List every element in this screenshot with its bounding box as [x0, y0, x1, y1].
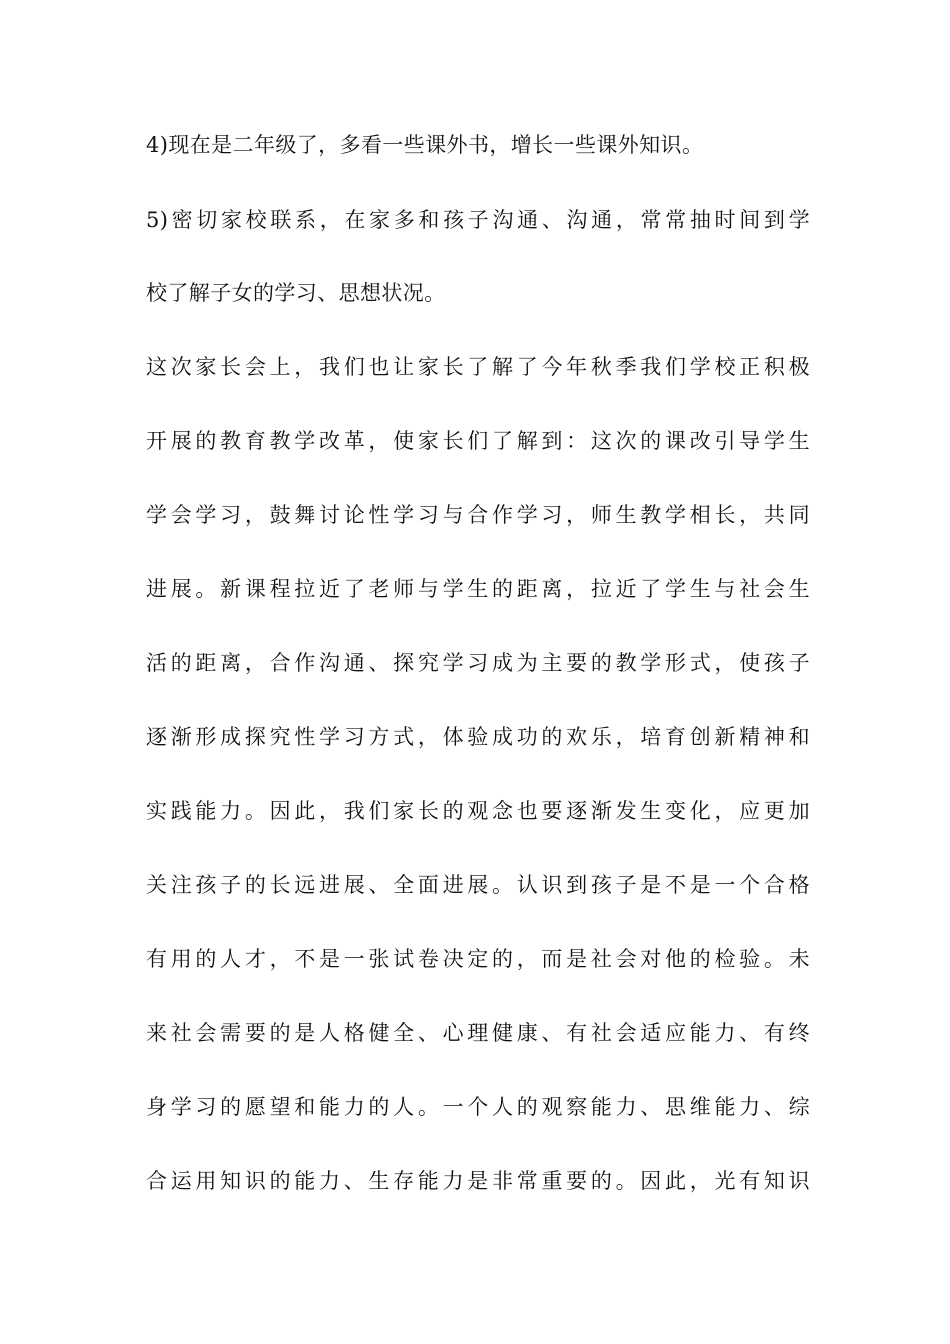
text-line: 实践能力。因此，我们家长的观念也要逐渐发生变化，应更加: [146, 799, 810, 823]
text-line: 逐渐形成探究性学习方式，体验成功的欢乐，培育创新精神和: [146, 725, 810, 749]
text-line: 有用的人才，不是一张试卷决定的，而是社会对他的检验。未: [146, 947, 810, 971]
text-line: 合运用知识的能力、生存能力是非常重要的。因此，光有知识: [146, 1169, 810, 1193]
text-line: 关注孩子的长远进展、全面进展。认识到孩子是不是一个合格: [146, 873, 810, 897]
text-line: 来社会需要的是人格健全、心理健康、有社会适应能力、有终: [146, 1021, 810, 1045]
text-line: 这次家长会上，我们也让家长了解了今年秋季我们学校正积极: [146, 355, 810, 379]
text-line: 开展的教育教学改革，使家长们了解到：这次的课改引导学生: [146, 429, 810, 453]
text-line: 5)密切家校联系，在家多和孩子沟通、沟通，常常抽时间到学: [146, 208, 810, 232]
text-line: 活的距离，合作沟通、探究学习成为主要的教学形式，使孩子: [146, 651, 810, 675]
text-line: 4)现在是二年级了，多看一些课外书，增长一些课外知识。: [146, 133, 704, 157]
text-line: 进展。新课程拉近了老师与学生的距离，拉近了学生与社会生: [146, 577, 810, 601]
text-line: 身学习的愿望和能力的人。一个人的观察能力、思维能力、综: [146, 1095, 810, 1119]
text-line: 校了解子女的学习、思想状况。: [146, 281, 446, 305]
text-line: 学会学习，鼓舞讨论性学习与合作学习，师生教学相长，共同: [146, 503, 810, 527]
